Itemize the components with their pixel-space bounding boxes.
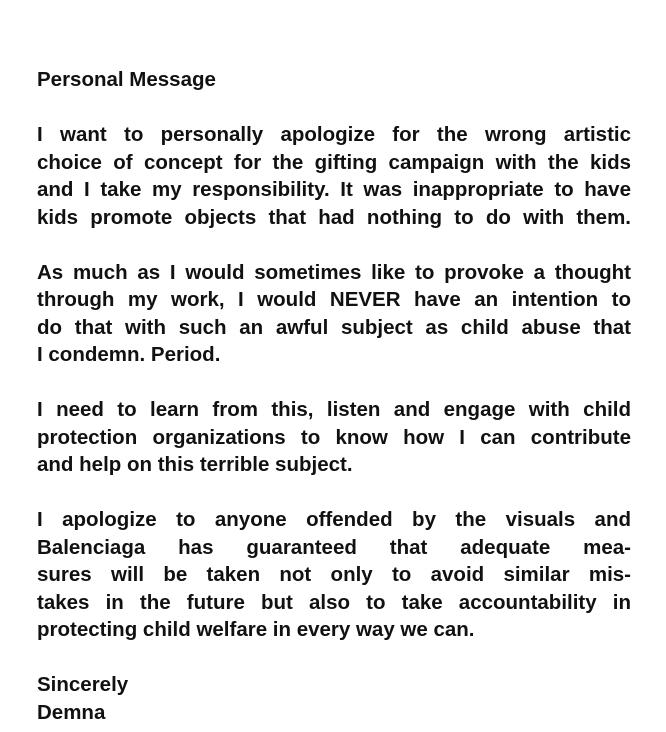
paragraph-line: I want to personally apologize for the wrong artistic xyxy=(37,123,631,146)
signature: Demna xyxy=(37,700,106,724)
paragraph-line: through my work, I would NEVER have an intention to xyxy=(37,288,631,311)
paragraph-line: do that with such an awful subject as child abuse that xyxy=(37,315,631,339)
closing: Sincerely xyxy=(37,673,129,696)
paragraph-line: and help on this terrible subject. xyxy=(37,453,353,476)
paragraph-line: protection organizations to know how I can contribute xyxy=(37,425,631,449)
paragraph-2 xyxy=(37,259,631,369)
letter-body xyxy=(37,66,631,726)
paragraph-line: I condemn. Period. xyxy=(37,343,221,366)
paragraph-line: takes in the future but also to take accountability in xyxy=(37,590,631,614)
paragraph-line: and I take my responsibility. It was inappropriate to have xyxy=(37,178,631,201)
paragraph-line: Balenciaga has guaranteed that adequate mea- xyxy=(37,535,631,559)
paragraph-3 xyxy=(37,396,631,479)
paragraph-line: I apologize to anyone offended by the visuals and xyxy=(37,508,631,531)
paragraph-line: kids promote objects that had nothing to do with them. xyxy=(37,205,631,229)
paragraph-1 xyxy=(37,121,631,231)
paragraph-line: sures will be taken not only to avoid similar mis- xyxy=(37,563,631,586)
letter-title: Personal Message xyxy=(37,68,216,91)
paragraph-line: protecting child welfare in every way we can. xyxy=(37,618,475,641)
paragraph-line: I need to learn from this, listen and engage with child xyxy=(37,398,631,421)
paragraph-line: choice of concept for the gifting campaign with the kids xyxy=(37,150,631,174)
paragraph-4 xyxy=(37,506,631,644)
paragraph-line: As much as I would sometimes like to provoke a thought xyxy=(37,260,631,284)
